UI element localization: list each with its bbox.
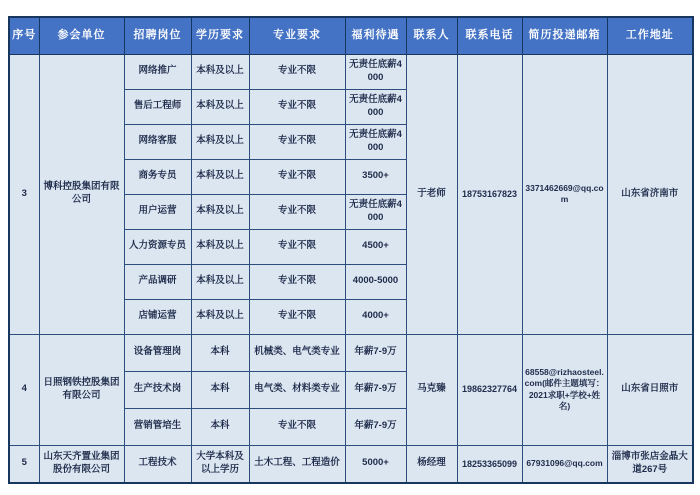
major-cell: 电气类、材料类专业 (249, 371, 345, 408)
header-salary: 福利待遇 (345, 17, 406, 54)
phone-cell: 18753167823 (457, 54, 522, 334)
salary-cell: 年薪7-9万 (345, 408, 406, 445)
seq-cell: 5 (9, 445, 39, 483)
phone-cell: 18253365099 (457, 445, 522, 483)
header-seq: 序号 (9, 17, 39, 54)
salary-cell: 无责任底薪4000 (345, 89, 406, 124)
education-cell: 本科及以上 (191, 299, 249, 334)
header-row (9, 17, 693, 54)
major-cell: 专业不限 (249, 89, 345, 124)
position-cell: 产品调研 (124, 264, 191, 299)
major-cell: 专业不限 (249, 299, 345, 334)
education-cell: 本科及以上 (191, 54, 249, 89)
salary-cell: 3500+ (345, 159, 406, 194)
position-cell: 生产技术岗 (124, 371, 191, 408)
header-major: 专业要求 (249, 17, 345, 54)
position-cell: 营销管培生 (124, 408, 191, 445)
email-cell: 67931096@qq.com (522, 445, 607, 483)
salary-cell: 5000+ (345, 445, 406, 483)
education-cell: 本科 (191, 408, 249, 445)
email-cell: 68558@rizhaosteel.com(邮件主题填写：2021求职+学校+姓名) (522, 334, 607, 445)
contact-cell: 杨经理 (406, 445, 457, 483)
salary-cell: 年薪7-9万 (345, 334, 406, 371)
major-cell: 土木工程、工程造价 (249, 445, 345, 483)
education-cell: 本科 (191, 334, 249, 371)
position-cell: 人力资源专员 (124, 229, 191, 264)
education-cell: 本科及以上 (191, 194, 249, 229)
recruitment-table (8, 16, 694, 484)
major-cell: 专业不限 (249, 408, 345, 445)
salary-cell: 年薪7-9万 (345, 371, 406, 408)
education-cell: 本科及以上 (191, 89, 249, 124)
header-education: 学历要求 (191, 17, 249, 54)
phone-cell: 19862327764 (457, 334, 522, 445)
major-cell: 机械类、电气类专业 (249, 334, 345, 371)
address-cell: 淄博市张店金晶大道267号 (607, 445, 693, 483)
recruitment-table-sheet (8, 16, 694, 484)
header-address: 工作地址 (607, 17, 693, 54)
position-cell: 店铺运营 (124, 299, 191, 334)
education-cell: 本科及以上 (191, 124, 249, 159)
header-position: 招聘岗位 (124, 17, 191, 54)
position-cell: 商务专员 (124, 159, 191, 194)
position-cell: 用户运营 (124, 194, 191, 229)
position-cell: 网络推广 (124, 54, 191, 89)
major-cell: 专业不限 (249, 124, 345, 159)
address-cell: 山东省济南市 (607, 54, 693, 334)
position-cell: 工程技术 (124, 445, 191, 483)
salary-cell: 4000-5000 (345, 264, 406, 299)
header-contact: 联系人 (406, 17, 457, 54)
contact-cell: 于老师 (406, 54, 457, 334)
education-cell: 本科及以上 (191, 264, 249, 299)
table-row (9, 445, 693, 483)
major-cell: 专业不限 (249, 159, 345, 194)
major-cell: 专业不限 (249, 194, 345, 229)
contact-cell: 马克臻 (406, 334, 457, 445)
salary-cell: 4000+ (345, 299, 406, 334)
major-cell: 专业不限 (249, 54, 345, 89)
major-cell: 专业不限 (249, 264, 345, 299)
address-cell: 山东省日照市 (607, 334, 693, 445)
table-row (9, 334, 693, 371)
company-cell: 日照钢铁控股集团有限公司 (39, 334, 124, 445)
email-cell: 3371462669@qq.com (522, 54, 607, 334)
seq-cell: 4 (9, 334, 39, 445)
salary-cell: 无责任底薪4000 (345, 194, 406, 229)
education-cell: 本科及以上 (191, 159, 249, 194)
position-cell: 设备管理岗 (124, 334, 191, 371)
company-cell: 山东天齐置业集团股份有限公司 (39, 445, 124, 483)
position-cell: 网络客服 (124, 124, 191, 159)
education-cell: 本科及以上 (191, 229, 249, 264)
company-cell: 博科控股集团有限公司 (39, 54, 124, 334)
education-cell: 大学本科及以上学历 (191, 445, 249, 483)
header-company: 参会单位 (39, 17, 124, 54)
table-row (9, 54, 693, 89)
education-cell: 本科 (191, 371, 249, 408)
salary-cell: 无责任底薪4000 (345, 124, 406, 159)
header-phone: 联系电话 (457, 17, 522, 54)
position-cell: 售后工程师 (124, 89, 191, 124)
header-email: 简历投递邮箱 (522, 17, 607, 54)
seq-cell: 3 (9, 54, 39, 334)
salary-cell: 无责任底薪4000 (345, 54, 406, 89)
major-cell: 专业不限 (249, 229, 345, 264)
salary-cell: 4500+ (345, 229, 406, 264)
